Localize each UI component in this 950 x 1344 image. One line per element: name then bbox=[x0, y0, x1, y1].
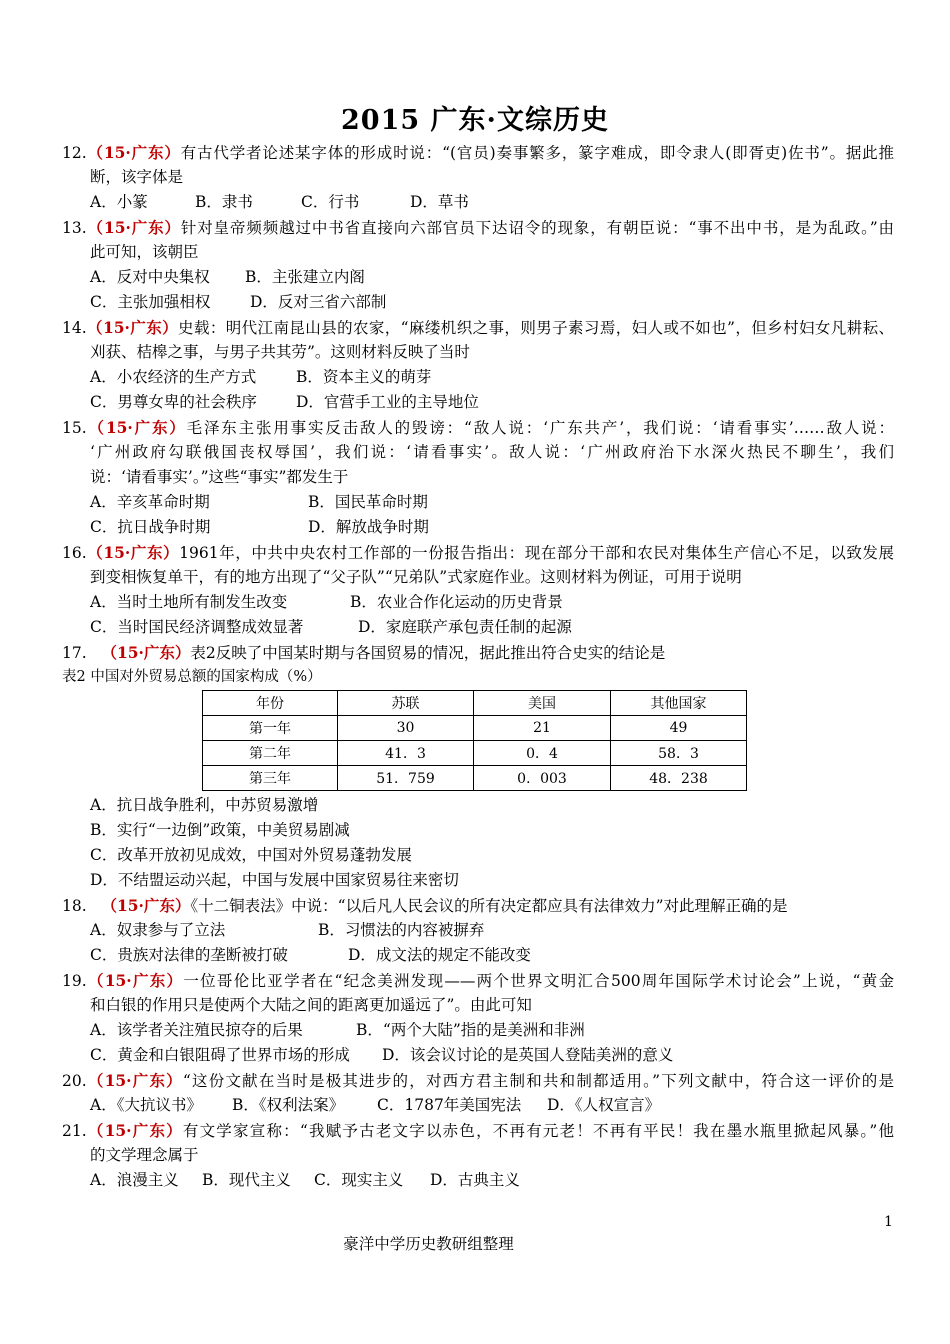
question-text: “这份文献在当时是极其进步的，对西方君主制和共和制都适用。”下列文献中，符合这一评价的是 bbox=[182, 1072, 895, 1090]
option-b: B．主张建立内阁 bbox=[245, 268, 365, 286]
question-number: 12. bbox=[62, 144, 87, 162]
option-c: C．抗日战争时期 bbox=[90, 518, 211, 536]
option-row bbox=[62, 1168, 894, 1193]
question-number: 17. bbox=[62, 644, 87, 662]
question-text-cont: 和白银的作用只是使两个大陆之间的距离更加遥远了”。由此可知 bbox=[90, 996, 532, 1014]
source-tag: （15·广东） bbox=[86, 1121, 183, 1140]
table-cell: 48．238 bbox=[611, 766, 747, 791]
option-a: A．辛亥革命时期 bbox=[90, 493, 210, 511]
table-row bbox=[203, 766, 747, 791]
question-number: 16. bbox=[62, 544, 87, 562]
question-text: 1961年，中共中央农村工作部的一份报告指出：现在部分干部和农民对集体生产信心不足，以致发展 bbox=[179, 544, 895, 562]
table-header-cell: 年份 bbox=[203, 691, 338, 716]
table-caption: 表2 中国对外贸易总额的国家构成（%） bbox=[62, 669, 322, 685]
question-12 bbox=[62, 140, 894, 215]
option-b: B．隶书 bbox=[195, 193, 253, 211]
page-title: 2015 广东·文综历史 bbox=[341, 105, 609, 136]
table-cell: 21 bbox=[474, 716, 611, 741]
question-number: 14. bbox=[62, 319, 87, 337]
table-cell: 58．3 bbox=[611, 741, 747, 766]
question-text-cont: ‘广州政府勾联俄国丧权辱国’，我们说：‘请看事实’。敌人说：‘广州政府治下水深火热民不聊生’，我们 bbox=[90, 443, 894, 461]
option-b: B．国民革命时期 bbox=[308, 493, 428, 511]
option-d: D．家庭联产承包责任制的起源 bbox=[358, 618, 572, 636]
question-number: 21. bbox=[62, 1122, 87, 1140]
question-15 bbox=[62, 415, 894, 540]
option-row bbox=[62, 290, 894, 315]
option-a: A．奴隶参与了立法 bbox=[90, 921, 226, 939]
option-a: A．《大抗议书》 bbox=[90, 1096, 202, 1114]
table-cell: 30 bbox=[338, 716, 474, 741]
option-c: C．贵族对法律的垄断被打破 bbox=[90, 946, 288, 964]
question-21 bbox=[62, 1118, 894, 1193]
question-text: 有文学家宣称：“我赋予古老文字以赤色，不再有元老！不再有平民！我在墨水瓶里掀起风暴。”他 bbox=[182, 1122, 895, 1140]
option-row bbox=[62, 1093, 894, 1118]
option-a: A．浪漫主义 bbox=[90, 1171, 179, 1189]
option-row bbox=[62, 515, 894, 540]
question-20 bbox=[62, 1068, 894, 1118]
footer-text: 豪洋中学历史教研组整理 bbox=[343, 1235, 514, 1253]
table-cell: 0．003 bbox=[474, 766, 611, 791]
option-row bbox=[62, 1018, 894, 1043]
question-text-cont: 断，该字体是 bbox=[90, 168, 184, 186]
option-a: A．反对中央集权 bbox=[90, 268, 210, 286]
table-row bbox=[203, 741, 747, 766]
option-d: D．成文法的规定不能改变 bbox=[348, 946, 531, 964]
question-text: 《十二铜表法》中说：“以后凡人民会议的所有决定都应具有法律效力”对此理解正确的是 bbox=[190, 897, 788, 915]
option-b: B．资本主义的萌芽 bbox=[296, 368, 432, 386]
option-c: C．行书 bbox=[301, 193, 360, 211]
option-row bbox=[62, 615, 894, 640]
source-tag: （15·广东） bbox=[86, 543, 180, 562]
option-row bbox=[62, 190, 894, 215]
source-tag: （15·广东） bbox=[86, 1071, 183, 1090]
source-tag: （15·广东） bbox=[86, 318, 179, 337]
option-b: B．农业合作化运动的历史背景 bbox=[350, 593, 563, 611]
source-tag: （15·广东） bbox=[101, 896, 191, 915]
table-row bbox=[203, 716, 747, 741]
option-d: D．草书 bbox=[410, 193, 469, 211]
option-c: C．主张加强相权 bbox=[90, 293, 211, 311]
table-header-cell: 美国 bbox=[474, 691, 611, 716]
option-row bbox=[62, 490, 894, 515]
table-cell: 第三年 bbox=[203, 766, 338, 791]
option-c: C．黄金和白银阻碍了世界市场的形成 bbox=[90, 1046, 350, 1064]
option-a: A．该学者关注殖民掠夺的后果 bbox=[90, 1021, 303, 1039]
question-text-cont: 刈获、桔槔之事，与男子共其劳”。这则材料反映了当时 bbox=[90, 343, 470, 361]
table-cell: 49 bbox=[611, 716, 747, 741]
source-tag: （15·广东） bbox=[86, 971, 184, 990]
option-d: D．反对三省六部制 bbox=[250, 293, 387, 311]
question-text-cont: 到变相恢复单干，有的地方出现了“父子队”“兄弟队”式家庭作业。这则材料为例证，可用于说明 bbox=[90, 568, 742, 586]
option-d: D．古典主义 bbox=[430, 1171, 520, 1189]
question-text-cont: 说：‘请看事实’。”这些“事实”都发生于 bbox=[90, 468, 349, 486]
option-row bbox=[62, 265, 894, 290]
option-row bbox=[62, 590, 894, 615]
page-number: 1 bbox=[884, 1214, 893, 1230]
question-16 bbox=[62, 540, 894, 640]
option-b: B．实行“一边倒”政策，中美贸易剧减 bbox=[90, 821, 350, 839]
option-row bbox=[62, 1043, 894, 1068]
option-row bbox=[62, 365, 894, 390]
option-c: C．改革开放初见成效，中国对外贸易蓬勃发展 bbox=[90, 846, 412, 864]
option-d: D．解放战争时期 bbox=[308, 518, 429, 536]
question-number: 15. bbox=[62, 419, 87, 437]
option-c: C．1787年美国宪法 bbox=[377, 1096, 522, 1114]
option-row bbox=[62, 918, 894, 943]
table-cell: 0．4 bbox=[474, 741, 611, 766]
table-header-row bbox=[203, 691, 747, 716]
question-text-cont: 的文学理念属于 bbox=[90, 1146, 199, 1164]
table-cell: 51．759 bbox=[338, 766, 474, 791]
option-d: D．《人权宣言》 bbox=[547, 1096, 661, 1114]
table-cell: 第二年 bbox=[203, 741, 338, 766]
option-b: B．习惯法的内容被摒弃 bbox=[318, 921, 485, 939]
option-b: B．现代主义 bbox=[202, 1171, 291, 1189]
trade-table bbox=[202, 690, 747, 791]
question-text: 毛泽东主张用事实反击敌人的毁谤：“敌人说：‘广东共产’，我们说：‘请看事实’……敌人说： bbox=[186, 419, 895, 437]
question-text: 史载：明代江南昆山县的农家，“麻缕机织之事，则男子素习焉，妇人或不如也”，但乡村妇女凡耕耘、 bbox=[178, 319, 895, 337]
option-b: B．“两个大陆”指的是美洲和非洲 bbox=[356, 1021, 585, 1039]
option-row bbox=[62, 390, 894, 415]
question-17 bbox=[62, 640, 894, 893]
table-cell: 41．3 bbox=[338, 741, 474, 766]
question-18 bbox=[62, 893, 894, 968]
question-list bbox=[62, 140, 894, 1193]
option-a: A．小农经济的生产方式 bbox=[90, 368, 257, 386]
table-header-cell: 其他国家 bbox=[611, 691, 747, 716]
option-c: C．现实主义 bbox=[314, 1171, 404, 1189]
option-a: A．抗日战争胜利，中苏贸易激增 bbox=[90, 796, 319, 814]
question-text: 针对皇帝频频越过中书省直接向六部官员下达诏令的现象，有朝臣说：“事不出中书，是为乱政。”由 bbox=[180, 219, 894, 237]
question-text: 一位哥伦比亚学者在“纪念美洲发现——两个世界文明汇合500周年国际学术讨论会”上说，“黄金 bbox=[183, 972, 894, 990]
table-cell: 第一年 bbox=[203, 716, 338, 741]
option-b: B．《权利法案》 bbox=[232, 1096, 345, 1114]
option-d: D．该会议讨论的是英国人登陆美洲的意义 bbox=[382, 1046, 674, 1064]
question-14 bbox=[62, 315, 894, 415]
option-row bbox=[62, 943, 894, 968]
option-c: C．当时国民经济调整成效显著 bbox=[90, 618, 304, 636]
option-a: A．小篆 bbox=[90, 193, 148, 211]
option-d: D．官营手工业的主导地位 bbox=[296, 393, 479, 411]
question-13 bbox=[62, 215, 894, 315]
question-19 bbox=[62, 968, 894, 1068]
question-text-cont: 此可知，该朝臣 bbox=[90, 243, 199, 261]
source-tag: （15·广东） bbox=[86, 218, 181, 237]
option-d: D．不结盟运动兴起，中国与发展中国家贸易往来密切 bbox=[90, 871, 459, 889]
question-text: 有古代学者论述某字体的形成时说：“(官员)奏事繁多，篆字难成，即令隶人(即胥吏)佐书”。据此推 bbox=[180, 144, 895, 162]
option-c: C．男尊女卑的社会秩序 bbox=[90, 393, 257, 411]
question-number: 19. bbox=[62, 972, 87, 990]
source-tag: （15·广东） bbox=[86, 418, 187, 437]
question-number: 20. bbox=[62, 1072, 87, 1090]
source-tag: （15·广东） bbox=[101, 643, 191, 662]
question-number: 18. bbox=[62, 897, 87, 915]
question-number: 13. bbox=[62, 219, 87, 237]
question-text: 表2反映了中国某时期与各国贸易的情况，据此推出符合史实的结论是 bbox=[190, 644, 666, 662]
option-a: A．当时土地所有制发生改变 bbox=[90, 593, 288, 611]
source-tag: （15·广东） bbox=[86, 143, 181, 162]
table-header-cell: 苏联 bbox=[338, 691, 474, 716]
